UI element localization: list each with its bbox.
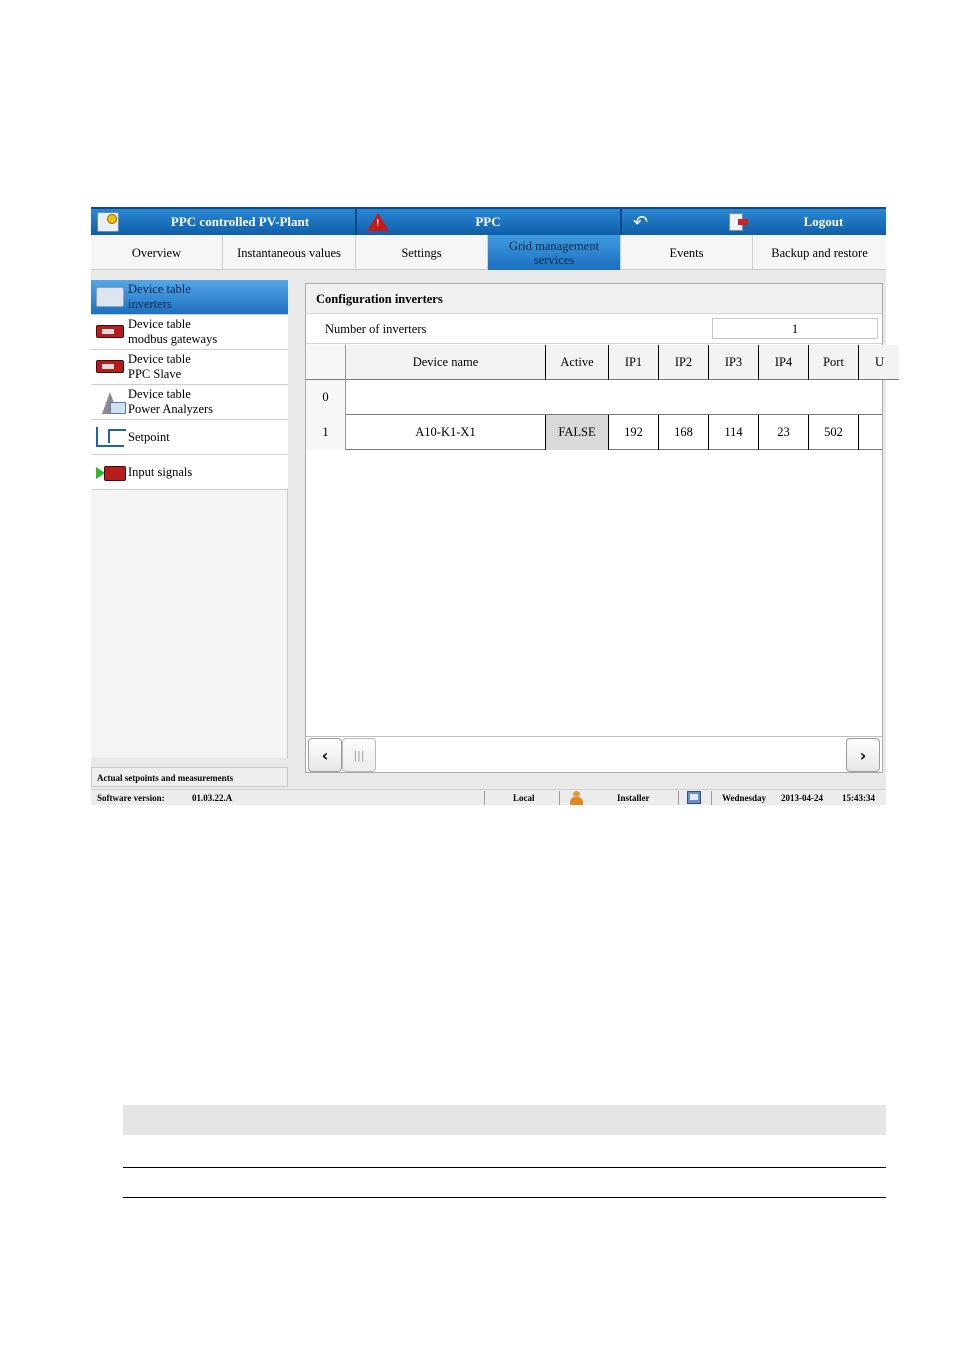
cell-port[interactable]: 502 — [809, 415, 859, 450]
network-icon[interactable] — [687, 791, 701, 804]
tab-events[interactable]: Events — [621, 235, 753, 270]
document-rule — [123, 1167, 886, 1168]
tab-overview[interactable]: Overview — [91, 235, 223, 270]
scroll-thumb[interactable] — [342, 738, 376, 772]
row-index: 0 — [306, 380, 346, 415]
sidebar-item-power-analyzers[interactable] — [91, 385, 288, 420]
input-signals-icon — [96, 462, 124, 482]
inverter-count-label: Number of inverters — [325, 322, 427, 336]
software-version-label: Software version: — [97, 793, 165, 803]
logout-door-icon[interactable] — [729, 213, 743, 231]
tab-grid-management-services[interactable] — [488, 235, 621, 270]
cell-ip4[interactable]: 23 — [759, 415, 809, 450]
gateway-icon — [96, 325, 124, 338]
warning-icon[interactable]: ! — [367, 213, 389, 231]
panel-title: Configuration inverters — [306, 284, 882, 314]
row-index: 1 — [306, 415, 346, 450]
sidebar-item-label: Device table inverters — [128, 282, 191, 311]
sidebar-item-inverters[interactable] — [91, 280, 288, 315]
top-bar — [91, 207, 886, 235]
ppc-slave-icon — [96, 360, 124, 373]
sidebar-item-label: Setpoint — [128, 430, 170, 444]
ppc-label: PPC — [475, 214, 501, 229]
cell-ip3[interactable]: 114 — [709, 415, 759, 450]
column-header-ip1[interactable]: IP1 — [609, 345, 659, 380]
setpoint-icon — [96, 427, 124, 447]
inverter-count-input[interactable]: 1 — [712, 318, 878, 339]
column-header-ip2[interactable]: IP2 — [659, 345, 709, 380]
column-header-ip3[interactable]: IP3 — [709, 345, 759, 380]
sidebar — [91, 280, 288, 758]
sidebar-item-label: Input signals — [128, 465, 193, 479]
scroll-left-button[interactable] — [308, 738, 342, 772]
sidebar-item-setpoint[interactable] — [91, 420, 288, 455]
cell-ip1[interactable]: 192 — [609, 415, 659, 450]
grip-icon: ||| — [353, 748, 365, 762]
sidebar-item-input-signals[interactable] — [91, 455, 288, 490]
user-role: Installer — [617, 793, 650, 803]
main-nav — [91, 235, 886, 270]
tab-instantaneous-values[interactable]: Instantaneous values — [223, 235, 356, 270]
document-rule — [123, 1197, 886, 1198]
location-label: Local — [513, 793, 535, 803]
logout-button[interactable]: Logout — [803, 214, 844, 229]
document-table-header-band — [123, 1105, 886, 1135]
actual-setpoints-button[interactable]: Actual setpoints and measurements — [91, 767, 288, 787]
scroll-right-button[interactable] — [846, 738, 880, 772]
sidebar-item-label: Device table modbus gateways — [128, 317, 218, 346]
user-icon — [570, 791, 582, 805]
plant-logo-icon — [97, 212, 119, 232]
chevron-right-icon: › — [859, 745, 867, 765]
status-date: 2013-04-24 — [781, 793, 823, 803]
cell-active[interactable]: FALSE — [546, 415, 609, 450]
status-bar — [91, 789, 886, 805]
column-header-ip4[interactable]: IP4 — [759, 345, 809, 380]
ppc-app-window — [91, 207, 886, 805]
power-analyzer-icon — [96, 392, 124, 412]
status-day: Wednesday — [722, 793, 767, 803]
sidebar-item-modbus-gateways[interactable] — [91, 315, 288, 350]
horizontal-scrollbar[interactable] — [306, 736, 882, 772]
inverter-count-row — [306, 314, 882, 344]
inverter-icon — [96, 287, 124, 307]
column-header-port[interactable]: Port — [809, 345, 859, 380]
column-header-device-name[interactable]: Device name — [346, 345, 546, 380]
tab-grid-management-label: Grid management services — [509, 238, 599, 267]
cell-device-name[interactable]: A10-K1-X1 — [346, 415, 546, 450]
tab-backup-and-restore[interactable]: Backup and restore — [771, 245, 868, 260]
status-time: 15:43:34 — [842, 793, 875, 803]
sidebar-item-ppc-slave[interactable] — [91, 350, 288, 385]
cell-ip2[interactable]: 168 — [659, 415, 709, 450]
tab-settings[interactable]: Settings — [356, 235, 488, 270]
software-version-value: 01.03.22.A — [192, 793, 233, 803]
column-header-active[interactable]: Active — [546, 345, 609, 380]
sidebar-item-label: Device table PPC Slave — [128, 352, 191, 381]
sidebar-item-label: Device table Power Analyzers — [128, 387, 214, 416]
inverter-table — [306, 345, 885, 451]
plant-title: PPC controlled PV-Plant — [170, 214, 310, 229]
chevron-left-icon: ‹ — [321, 745, 329, 765]
corner-header — [306, 345, 346, 380]
column-header-u[interactable]: U — [859, 345, 899, 380]
table-row[interactable] — [306, 415, 882, 450]
config-panel — [305, 283, 883, 773]
table-row[interactable] — [306, 380, 882, 415]
undo-icon[interactable]: ↶ — [633, 212, 649, 233]
cell-u[interactable] — [859, 415, 882, 450]
